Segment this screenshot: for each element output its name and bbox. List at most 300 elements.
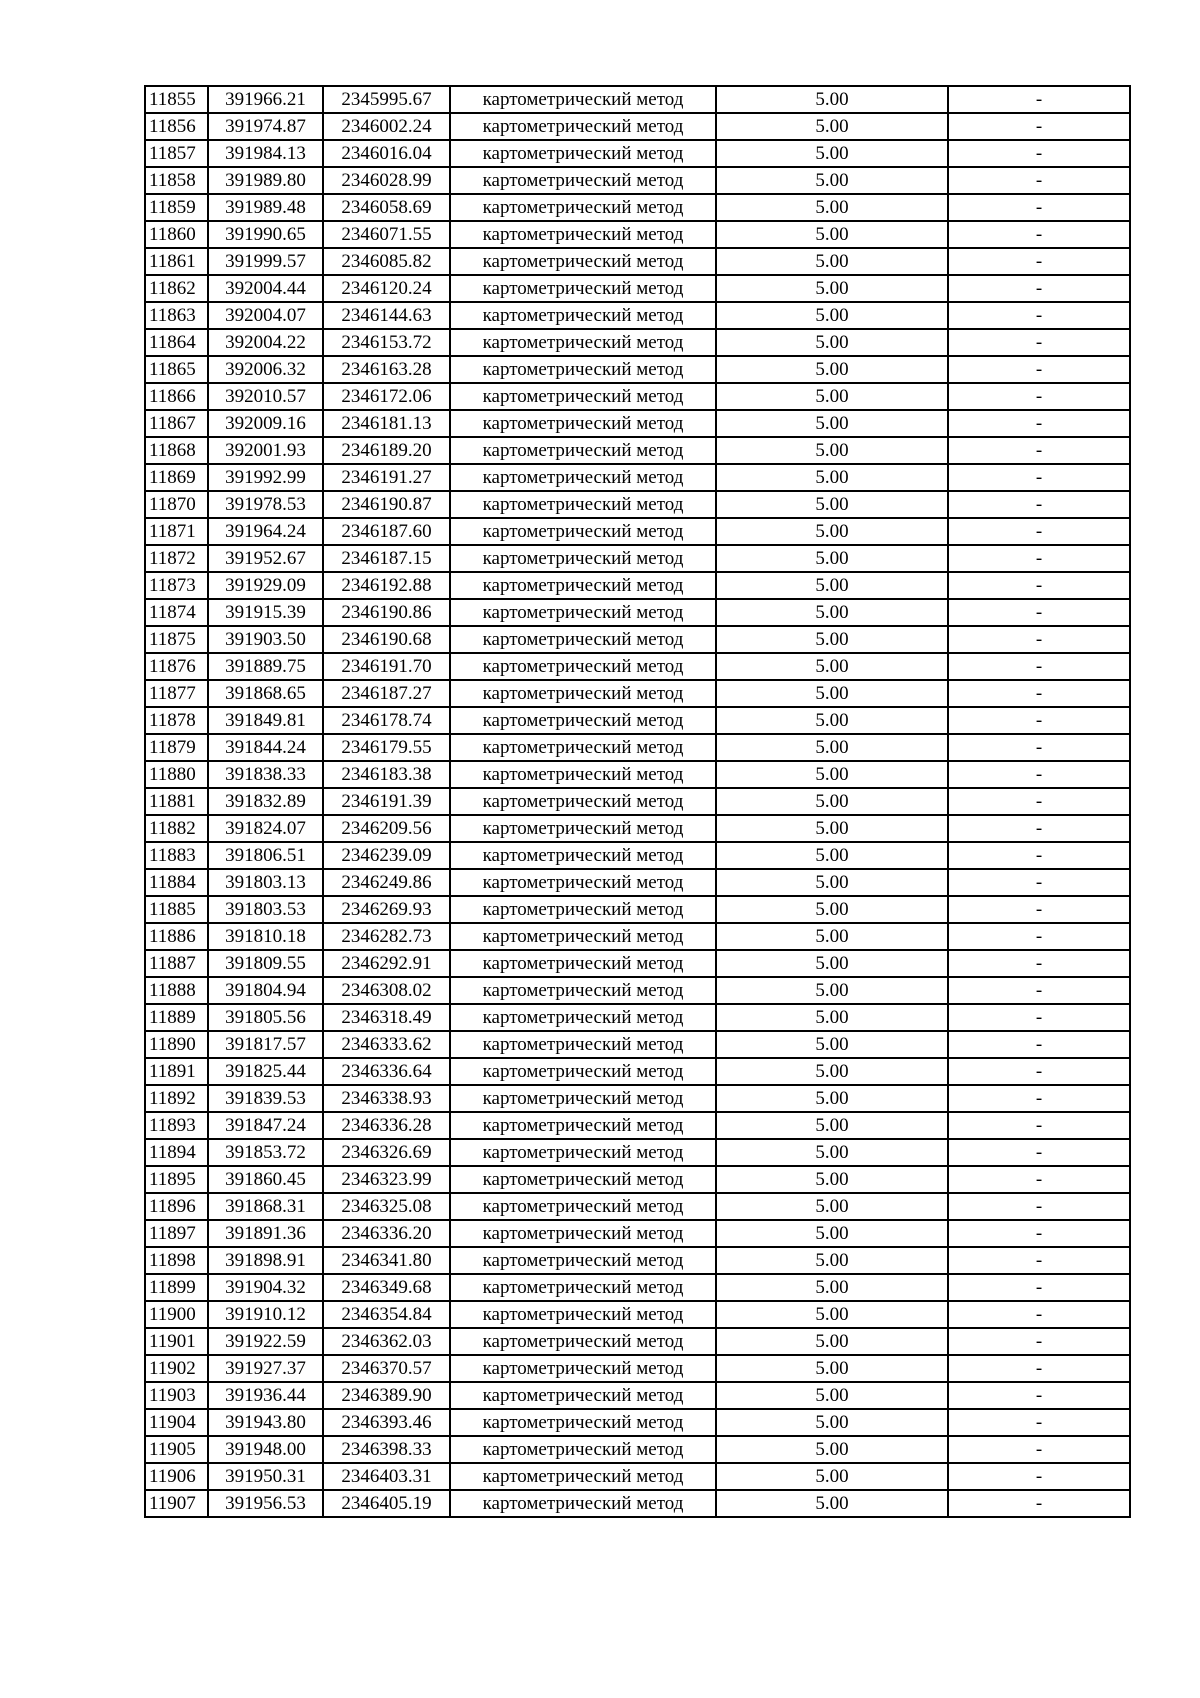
table-row: [145, 923, 1130, 950]
accuracy-cell: 5.00: [716, 302, 948, 329]
method-cell: картометрический метод: [450, 1193, 716, 1220]
point-number-cell: 11890: [145, 1031, 208, 1058]
y-coordinate-cell: 2346393.46: [323, 1409, 450, 1436]
table-row: [145, 356, 1130, 383]
point-number-cell: 11885: [145, 896, 208, 923]
table-row: [145, 1409, 1130, 1436]
description-cell: -: [948, 1031, 1130, 1058]
point-number-cell: 11895: [145, 1166, 208, 1193]
table-row: [145, 1436, 1130, 1463]
description-cell: -: [948, 140, 1130, 167]
x-coordinate-cell: 391952.67: [208, 545, 323, 572]
y-coordinate-cell: 2346187.60: [323, 518, 450, 545]
method-cell: картометрический метод: [450, 1112, 716, 1139]
accuracy-cell: 5.00: [716, 1139, 948, 1166]
description-cell: -: [948, 518, 1130, 545]
point-number-cell: 11892: [145, 1085, 208, 1112]
point-number-cell: 11879: [145, 734, 208, 761]
point-number-cell: 11907: [145, 1490, 208, 1517]
point-number-cell: 11865: [145, 356, 208, 383]
x-coordinate-cell: 391898.91: [208, 1247, 323, 1274]
table-row: [145, 491, 1130, 518]
point-number-cell: 11884: [145, 869, 208, 896]
method-cell: картометрический метод: [450, 896, 716, 923]
accuracy-cell: 5.00: [716, 167, 948, 194]
x-coordinate-cell: 391803.53: [208, 896, 323, 923]
y-coordinate-cell: 2346144.63: [323, 302, 450, 329]
method-cell: картометрический метод: [450, 140, 716, 167]
y-coordinate-cell: 2346172.06: [323, 383, 450, 410]
table-row: [145, 1031, 1130, 1058]
method-cell: картометрический метод: [450, 1139, 716, 1166]
description-cell: -: [948, 626, 1130, 653]
y-coordinate-cell: 2346071.55: [323, 221, 450, 248]
table-row: [145, 653, 1130, 680]
y-coordinate-cell: 2346338.93: [323, 1085, 450, 1112]
description-cell: -: [948, 1301, 1130, 1328]
point-number-cell: 11900: [145, 1301, 208, 1328]
y-coordinate-cell: 2346362.03: [323, 1328, 450, 1355]
y-coordinate-cell: 2346336.28: [323, 1112, 450, 1139]
x-coordinate-cell: 391825.44: [208, 1058, 323, 1085]
description-cell: -: [948, 410, 1130, 437]
y-coordinate-cell: 2346191.39: [323, 788, 450, 815]
accuracy-cell: 5.00: [716, 923, 948, 950]
method-cell: картометрический метод: [450, 464, 716, 491]
point-number-cell: 11901: [145, 1328, 208, 1355]
table-row: [145, 437, 1130, 464]
point-number-cell: 11899: [145, 1274, 208, 1301]
y-coordinate-cell: 2346333.62: [323, 1031, 450, 1058]
x-coordinate-cell: 391891.36: [208, 1220, 323, 1247]
description-cell: -: [948, 761, 1130, 788]
description-cell: -: [948, 383, 1130, 410]
accuracy-cell: 5.00: [716, 545, 948, 572]
y-coordinate-cell: 2346028.99: [323, 167, 450, 194]
y-coordinate-cell: 2346326.69: [323, 1139, 450, 1166]
description-cell: -: [948, 977, 1130, 1004]
accuracy-cell: 5.00: [716, 653, 948, 680]
point-number-cell: 11857: [145, 140, 208, 167]
accuracy-cell: 5.00: [716, 707, 948, 734]
y-coordinate-cell: 2346336.64: [323, 1058, 450, 1085]
x-coordinate-cell: 391978.53: [208, 491, 323, 518]
description-cell: -: [948, 1436, 1130, 1463]
method-cell: картометрический метод: [450, 1328, 716, 1355]
description-cell: -: [948, 680, 1130, 707]
point-number-cell: 11891: [145, 1058, 208, 1085]
x-coordinate-cell: 391853.72: [208, 1139, 323, 1166]
table-row: [145, 113, 1130, 140]
accuracy-cell: 5.00: [716, 383, 948, 410]
x-coordinate-cell: 391805.56: [208, 1004, 323, 1031]
table-row: [145, 167, 1130, 194]
x-coordinate-cell: 391974.87: [208, 113, 323, 140]
point-number-cell: 11881: [145, 788, 208, 815]
method-cell: картометрический метод: [450, 923, 716, 950]
table-row: [145, 1220, 1130, 1247]
accuracy-cell: 5.00: [716, 1220, 948, 1247]
point-number-cell: 11867: [145, 410, 208, 437]
x-coordinate-cell: 392001.93: [208, 437, 323, 464]
method-cell: картометрический метод: [450, 518, 716, 545]
table-row: [145, 302, 1130, 329]
table-row: [145, 950, 1130, 977]
table-row: [145, 1301, 1130, 1328]
y-coordinate-cell: 2346085.82: [323, 248, 450, 275]
method-cell: картометрический метод: [450, 653, 716, 680]
method-cell: картометрический метод: [450, 1463, 716, 1490]
table-row: [145, 572, 1130, 599]
y-coordinate-cell: 2346178.74: [323, 707, 450, 734]
accuracy-cell: 5.00: [716, 275, 948, 302]
x-coordinate-cell: 391903.50: [208, 626, 323, 653]
description-cell: -: [948, 923, 1130, 950]
point-number-cell: 11878: [145, 707, 208, 734]
x-coordinate-cell: 391915.39: [208, 599, 323, 626]
point-number-cell: 11880: [145, 761, 208, 788]
x-coordinate-cell: 391992.99: [208, 464, 323, 491]
x-coordinate-cell: 391838.33: [208, 761, 323, 788]
y-coordinate-cell: 2346269.93: [323, 896, 450, 923]
y-coordinate-cell: 2346187.27: [323, 680, 450, 707]
table-row: [145, 1166, 1130, 1193]
coordinates-table: [144, 85, 1131, 1518]
point-number-cell: 11870: [145, 491, 208, 518]
accuracy-cell: 5.00: [716, 1058, 948, 1085]
description-cell: -: [948, 950, 1130, 977]
y-coordinate-cell: 2346323.99: [323, 1166, 450, 1193]
accuracy-cell: 5.00: [716, 572, 948, 599]
accuracy-cell: 5.00: [716, 1328, 948, 1355]
x-coordinate-cell: 391824.07: [208, 815, 323, 842]
y-coordinate-cell: 2346325.08: [323, 1193, 450, 1220]
accuracy-cell: 5.00: [716, 734, 948, 761]
description-cell: -: [948, 572, 1130, 599]
description-cell: -: [948, 437, 1130, 464]
x-coordinate-cell: 391832.89: [208, 788, 323, 815]
method-cell: картометрический метод: [450, 1220, 716, 1247]
accuracy-cell: 5.00: [716, 1085, 948, 1112]
x-coordinate-cell: 391849.81: [208, 707, 323, 734]
x-coordinate-cell: 391839.53: [208, 1085, 323, 1112]
accuracy-cell: 5.00: [716, 1409, 948, 1436]
description-cell: -: [948, 275, 1130, 302]
accuracy-cell: 5.00: [716, 599, 948, 626]
point-number-cell: 11868: [145, 437, 208, 464]
method-cell: картометрический метод: [450, 572, 716, 599]
description-cell: -: [948, 194, 1130, 221]
x-coordinate-cell: 392006.32: [208, 356, 323, 383]
method-cell: картометрический метод: [450, 1166, 716, 1193]
table-row: [145, 221, 1130, 248]
y-coordinate-cell: 2346341.80: [323, 1247, 450, 1274]
accuracy-cell: 5.00: [716, 842, 948, 869]
x-coordinate-cell: 391984.13: [208, 140, 323, 167]
point-number-cell: 11902: [145, 1355, 208, 1382]
table-row: [145, 869, 1130, 896]
point-number-cell: 11896: [145, 1193, 208, 1220]
table-row: [145, 1355, 1130, 1382]
description-cell: -: [948, 1490, 1130, 1517]
y-coordinate-cell: 2346209.56: [323, 815, 450, 842]
table-row: [145, 761, 1130, 788]
accuracy-cell: 5.00: [716, 410, 948, 437]
description-cell: -: [948, 707, 1130, 734]
table-row: [145, 1463, 1130, 1490]
method-cell: картометрический метод: [450, 788, 716, 815]
accuracy-cell: 5.00: [716, 518, 948, 545]
table-row: [145, 1490, 1130, 1517]
point-number-cell: 11903: [145, 1382, 208, 1409]
point-number-cell: 11858: [145, 167, 208, 194]
method-cell: картометрический метод: [450, 437, 716, 464]
y-coordinate-cell: 2346349.68: [323, 1274, 450, 1301]
accuracy-cell: 5.00: [716, 1112, 948, 1139]
description-cell: -: [948, 1355, 1130, 1382]
description-cell: -: [948, 653, 1130, 680]
x-coordinate-cell: 391810.18: [208, 923, 323, 950]
method-cell: картометрический метод: [450, 329, 716, 356]
method-cell: картометрический метод: [450, 869, 716, 896]
y-coordinate-cell: 2346282.73: [323, 923, 450, 950]
description-cell: -: [948, 113, 1130, 140]
table-row: [145, 545, 1130, 572]
description-cell: -: [948, 1274, 1130, 1301]
table-row: [145, 1328, 1130, 1355]
table-row: [145, 383, 1130, 410]
method-cell: картометрический метод: [450, 707, 716, 734]
description-cell: -: [948, 815, 1130, 842]
table-row: [145, 86, 1130, 113]
y-coordinate-cell: 2346183.38: [323, 761, 450, 788]
y-coordinate-cell: 2346189.20: [323, 437, 450, 464]
accuracy-cell: 5.00: [716, 1193, 948, 1220]
point-number-cell: 11855: [145, 86, 208, 113]
description-cell: -: [948, 1166, 1130, 1193]
description-cell: -: [948, 302, 1130, 329]
point-number-cell: 11876: [145, 653, 208, 680]
description-cell: -: [948, 1085, 1130, 1112]
y-coordinate-cell: 2346318.49: [323, 1004, 450, 1031]
table-row: [145, 977, 1130, 1004]
accuracy-cell: 5.00: [716, 1004, 948, 1031]
x-coordinate-cell: 391922.59: [208, 1328, 323, 1355]
table-row: [145, 1139, 1130, 1166]
method-cell: картометрический метод: [450, 1490, 716, 1517]
method-cell: картометрический метод: [450, 761, 716, 788]
y-coordinate-cell: 2346187.15: [323, 545, 450, 572]
accuracy-cell: 5.00: [716, 680, 948, 707]
point-number-cell: 11888: [145, 977, 208, 1004]
method-cell: картометрический метод: [450, 410, 716, 437]
description-cell: -: [948, 545, 1130, 572]
description-cell: -: [948, 464, 1130, 491]
accuracy-cell: 5.00: [716, 86, 948, 113]
table-row: [145, 707, 1130, 734]
x-coordinate-cell: 391943.80: [208, 1409, 323, 1436]
x-coordinate-cell: 392010.57: [208, 383, 323, 410]
description-cell: -: [948, 1328, 1130, 1355]
point-number-cell: 11893: [145, 1112, 208, 1139]
x-coordinate-cell: 391964.24: [208, 518, 323, 545]
method-cell: картометрический метод: [450, 383, 716, 410]
table-row: [145, 1058, 1130, 1085]
point-number-cell: 11875: [145, 626, 208, 653]
description-cell: -: [948, 1247, 1130, 1274]
x-coordinate-cell: 392004.22: [208, 329, 323, 356]
description-cell: -: [948, 1193, 1130, 1220]
table-row: [145, 1382, 1130, 1409]
method-cell: картометрический метод: [450, 356, 716, 383]
table-row: [145, 680, 1130, 707]
method-cell: картометрический метод: [450, 626, 716, 653]
y-coordinate-cell: 2346163.28: [323, 356, 450, 383]
x-coordinate-cell: 391844.24: [208, 734, 323, 761]
point-number-cell: 11873: [145, 572, 208, 599]
method-cell: картометрический метод: [450, 1031, 716, 1058]
point-number-cell: 11898: [145, 1247, 208, 1274]
table-row: [145, 248, 1130, 275]
method-cell: картометрический метод: [450, 167, 716, 194]
method-cell: картометрический метод: [450, 1274, 716, 1301]
table-row: [145, 518, 1130, 545]
y-coordinate-cell: 2346398.33: [323, 1436, 450, 1463]
x-coordinate-cell: 392004.44: [208, 275, 323, 302]
x-coordinate-cell: 391999.57: [208, 248, 323, 275]
point-number-cell: 11883: [145, 842, 208, 869]
y-coordinate-cell: 2346191.70: [323, 653, 450, 680]
point-number-cell: 11897: [145, 1220, 208, 1247]
y-coordinate-cell: 2346058.69: [323, 194, 450, 221]
point-number-cell: 11905: [145, 1436, 208, 1463]
accuracy-cell: 5.00: [716, 788, 948, 815]
table-row: [145, 599, 1130, 626]
point-number-cell: 11866: [145, 383, 208, 410]
table-row: [145, 194, 1130, 221]
description-cell: -: [948, 86, 1130, 113]
y-coordinate-cell: 2346190.68: [323, 626, 450, 653]
x-coordinate-cell: 391868.31: [208, 1193, 323, 1220]
point-number-cell: 11906: [145, 1463, 208, 1490]
point-number-cell: 11859: [145, 194, 208, 221]
table-row: [145, 842, 1130, 869]
table-row: [145, 1247, 1130, 1274]
x-coordinate-cell: 391803.13: [208, 869, 323, 896]
accuracy-cell: 5.00: [716, 1274, 948, 1301]
accuracy-cell: 5.00: [716, 869, 948, 896]
description-cell: -: [948, 842, 1130, 869]
description-cell: -: [948, 1004, 1130, 1031]
y-coordinate-cell: 2346336.20: [323, 1220, 450, 1247]
method-cell: картометрический метод: [450, 1004, 716, 1031]
y-coordinate-cell: 2346179.55: [323, 734, 450, 761]
method-cell: картометрический метод: [450, 1085, 716, 1112]
description-cell: -: [948, 221, 1130, 248]
table-row: [145, 896, 1130, 923]
x-coordinate-cell: 391804.94: [208, 977, 323, 1004]
x-coordinate-cell: 391889.75: [208, 653, 323, 680]
description-cell: -: [948, 869, 1130, 896]
point-number-cell: 11860: [145, 221, 208, 248]
y-coordinate-cell: 2346308.02: [323, 977, 450, 1004]
description-cell: -: [948, 248, 1130, 275]
x-coordinate-cell: 391929.09: [208, 572, 323, 599]
description-cell: -: [948, 1409, 1130, 1436]
method-cell: картометрический метод: [450, 491, 716, 518]
x-coordinate-cell: 391904.32: [208, 1274, 323, 1301]
y-coordinate-cell: 2346190.87: [323, 491, 450, 518]
x-coordinate-cell: 391948.00: [208, 1436, 323, 1463]
x-coordinate-cell: 391956.53: [208, 1490, 323, 1517]
description-cell: -: [948, 1463, 1130, 1490]
y-coordinate-cell: 2346153.72: [323, 329, 450, 356]
table-row: [145, 140, 1130, 167]
point-number-cell: 11887: [145, 950, 208, 977]
accuracy-cell: 5.00: [716, 761, 948, 788]
x-coordinate-cell: 391910.12: [208, 1301, 323, 1328]
method-cell: картометрический метод: [450, 221, 716, 248]
y-coordinate-cell: 2346002.24: [323, 113, 450, 140]
x-coordinate-cell: 391860.45: [208, 1166, 323, 1193]
accuracy-cell: 5.00: [716, 626, 948, 653]
description-cell: -: [948, 329, 1130, 356]
point-number-cell: 11877: [145, 680, 208, 707]
point-number-cell: 11869: [145, 464, 208, 491]
method-cell: картометрический метод: [450, 599, 716, 626]
accuracy-cell: 5.00: [716, 1490, 948, 1517]
accuracy-cell: 5.00: [716, 329, 948, 356]
accuracy-cell: 5.00: [716, 437, 948, 464]
method-cell: картометрический метод: [450, 1436, 716, 1463]
table-row: [145, 1193, 1130, 1220]
description-cell: -: [948, 788, 1130, 815]
x-coordinate-cell: 391817.57: [208, 1031, 323, 1058]
y-coordinate-cell: 2346370.57: [323, 1355, 450, 1382]
method-cell: картометрический метод: [450, 1409, 716, 1436]
x-coordinate-cell: 391927.37: [208, 1355, 323, 1382]
x-coordinate-cell: 391966.21: [208, 86, 323, 113]
point-number-cell: 11872: [145, 545, 208, 572]
accuracy-cell: 5.00: [716, 1301, 948, 1328]
description-cell: -: [948, 1220, 1130, 1247]
x-coordinate-cell: 391936.44: [208, 1382, 323, 1409]
method-cell: картометрический метод: [450, 950, 716, 977]
accuracy-cell: 5.00: [716, 194, 948, 221]
point-number-cell: 11874: [145, 599, 208, 626]
table-row: [145, 275, 1130, 302]
table-row: [145, 329, 1130, 356]
table-row: [145, 1112, 1130, 1139]
point-number-cell: 11886: [145, 923, 208, 950]
method-cell: картометрический метод: [450, 734, 716, 761]
method-cell: картометрический метод: [450, 977, 716, 1004]
accuracy-cell: 5.00: [716, 950, 948, 977]
method-cell: картометрический метод: [450, 1301, 716, 1328]
x-coordinate-cell: 391990.65: [208, 221, 323, 248]
point-number-cell: 11861: [145, 248, 208, 275]
x-coordinate-cell: 391868.65: [208, 680, 323, 707]
x-coordinate-cell: 392004.07: [208, 302, 323, 329]
method-cell: картометрический метод: [450, 680, 716, 707]
table-row: [145, 1085, 1130, 1112]
y-coordinate-cell: 2346249.86: [323, 869, 450, 896]
point-number-cell: 11863: [145, 302, 208, 329]
y-coordinate-cell: 2346354.84: [323, 1301, 450, 1328]
y-coordinate-cell: 2346016.04: [323, 140, 450, 167]
accuracy-cell: 5.00: [716, 1166, 948, 1193]
description-cell: -: [948, 1058, 1130, 1085]
